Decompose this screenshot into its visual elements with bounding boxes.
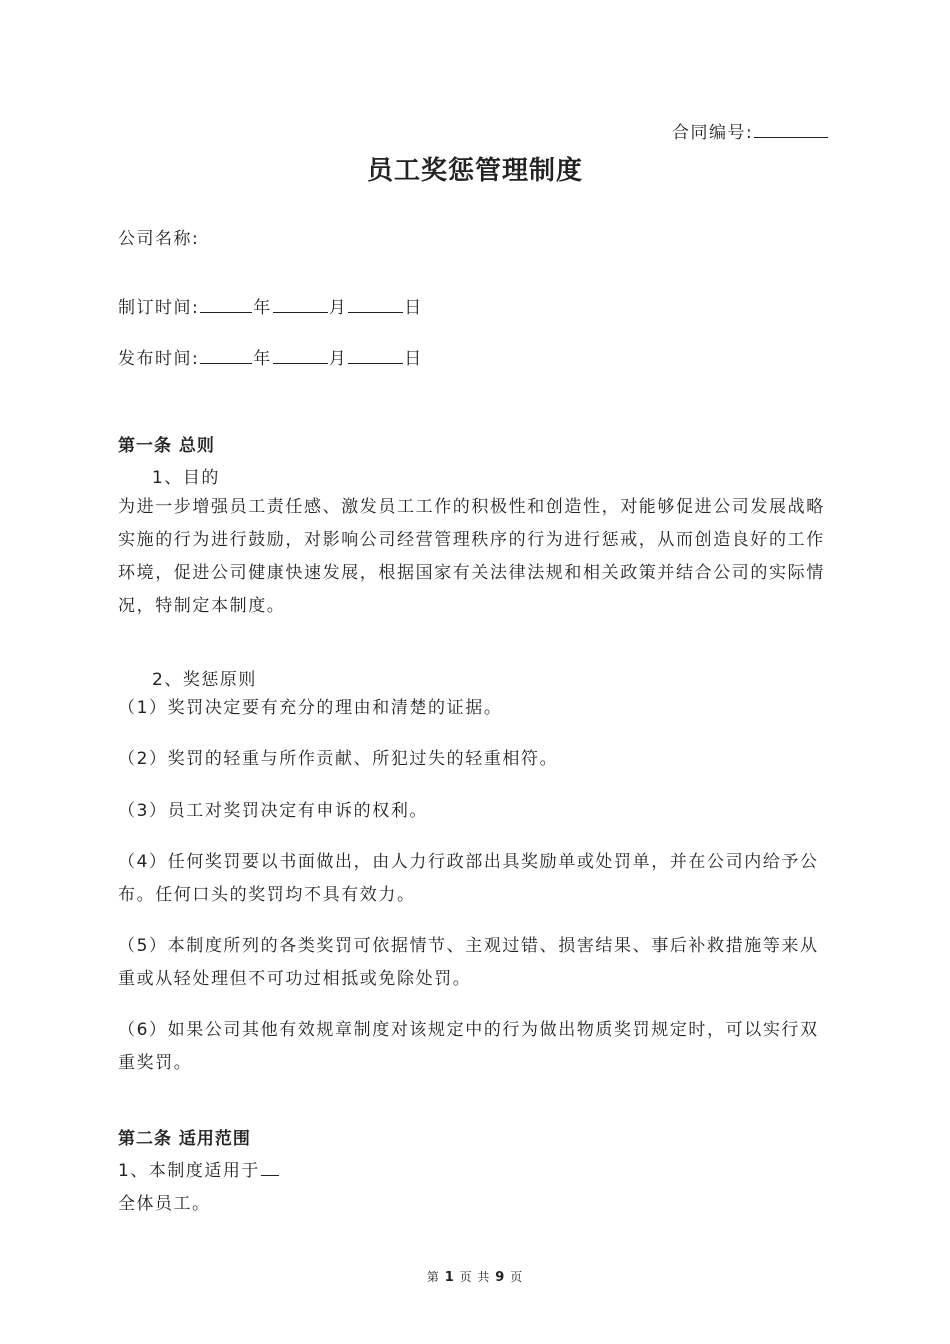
principle-item: （4）任何奖罚要以书面做出，由人力行政部出具奖励单或处罚单，并在公司内给予公布。任何口头的奖罚均不具有效力。 — [118, 852, 819, 905]
page-number: 1 — [444, 1270, 455, 1285]
total-pages: 9 — [495, 1270, 506, 1285]
section-1-heading: 第一条 总则 — [118, 436, 215, 456]
purpose-heading: 1、目的 — [152, 468, 220, 488]
month-label: 月 — [328, 298, 348, 318]
section-2-heading: 第二条 适用范围 — [118, 1129, 251, 1149]
year-label: 年 — [253, 298, 272, 318]
month-blank — [273, 346, 328, 364]
page-prefix: 第 — [426, 1270, 440, 1284]
scope-line — [118, 1156, 280, 1181]
purpose-paragraph: 为进一步增强员工责任感、激发员工工作的积极性和创造性，对能够促进公司发展战略实施的行为进行鼓励，对影响公司经营管理秩序的行为进行惩戒，从而创造良好的工作环境，促进公司健康快速发展，根据国家有关法律法规和相关政策并结合公司的实际情况，特制定本制度。 — [118, 497, 825, 616]
year-blank — [200, 346, 252, 364]
year-label: 年 — [253, 349, 272, 369]
day-label: 日 — [404, 349, 423, 369]
page-mid: 页 共 — [459, 1270, 491, 1284]
principle-item: （1）奖罚决定要有充分的理由和清楚的证据。 — [118, 698, 503, 718]
principle-item: （5）本制度所列的各类奖罚可依据情节、主观过错、损害结果、事后补救措施等来从重或从轻处理但不可功过相抵或免除处罚。 — [118, 936, 819, 989]
principle-item: （3）员工对奖罚决定有申诉的权利。 — [118, 801, 429, 821]
principles-heading: 2、奖惩原则 — [152, 670, 257, 690]
contract-number-label: 合同编号: — [672, 123, 754, 143]
principle-item: （6）如果公司其他有效规章制度对该规定中的行为做出物质奖罚规定时，可以实行双重奖罚。 — [118, 1020, 819, 1073]
document-title: 员工奖惩管理制度 — [366, 156, 583, 186]
day-blank — [348, 346, 403, 364]
year-blank — [200, 295, 252, 313]
formulate-date-row — [118, 293, 423, 318]
scope-value: 全体员工。 — [118, 1194, 211, 1214]
page-suffix: 页 — [510, 1270, 524, 1284]
day-label: 日 — [404, 298, 423, 318]
scope-label: 1、本制度适用于 — [118, 1161, 260, 1181]
publish-date-label: 发布时间: — [118, 349, 200, 369]
month-label: 月 — [328, 349, 348, 369]
company-name-label: 公司名称: — [118, 229, 200, 249]
day-blank — [348, 295, 403, 313]
principle-item: （2）奖罚的轻重与所作贡献、所犯过失的轻重相符。 — [118, 749, 559, 769]
publish-date-row — [118, 344, 423, 369]
formulate-date-label: 制订时间: — [118, 298, 200, 318]
contract-number-blank — [754, 120, 828, 138]
scope-blank — [261, 1158, 279, 1176]
month-blank — [273, 295, 328, 313]
page-footer — [0, 1268, 950, 1285]
contract-number-field — [672, 118, 829, 143]
